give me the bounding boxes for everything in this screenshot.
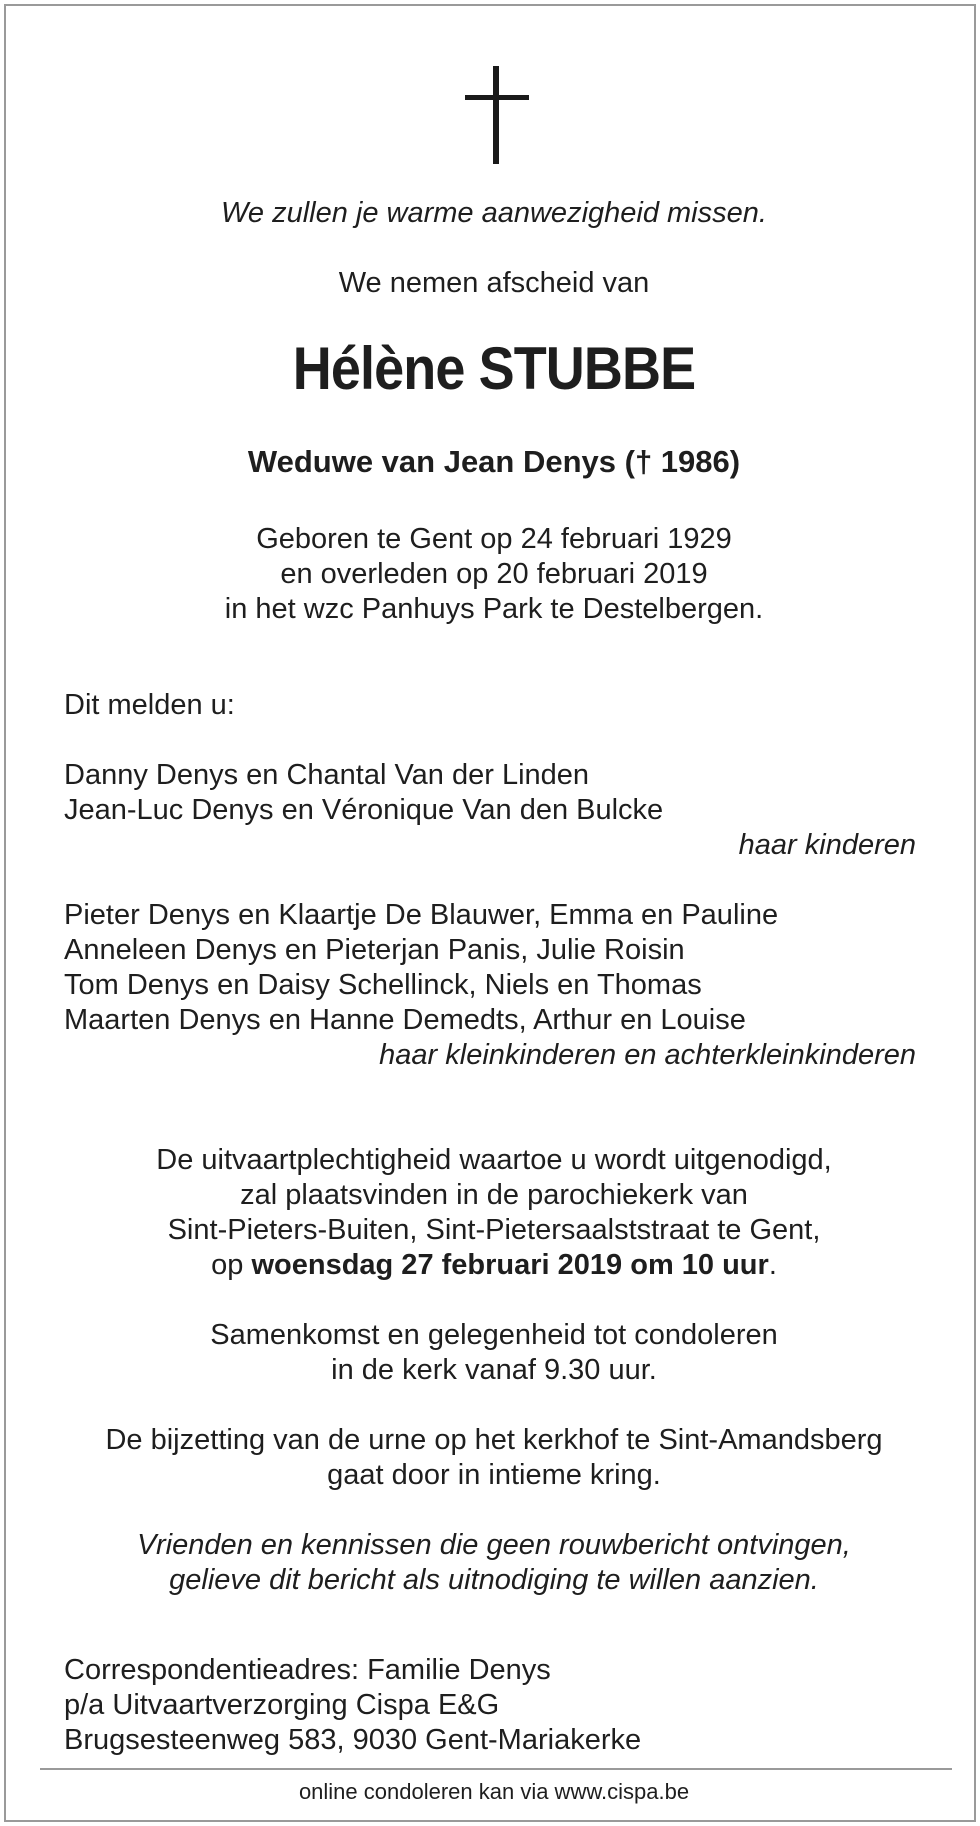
widow-of-line: Weduwe van Jean Denys († 1986) (247, 444, 741, 479)
gathering-line: Samenkomst en gelegenheid tot condoleren (210, 1319, 778, 1351)
farewell-line: We nemen afscheid van (338, 267, 650, 299)
obituary-frame (4, 4, 976, 1822)
announce-intro: Dit melden u: (64, 689, 235, 721)
correspondence-line: p/a Uitvaartverzorging Cispa E&G (64, 1689, 500, 1721)
grandchild-line: Pieter Denys en Klaartje De Blauwer, Emma en Pauline (64, 899, 779, 931)
correspondence-line: Brugsesteenweg 583, 9030 Gent-Mariakerke (64, 1724, 642, 1756)
ceremony-line: Sint-Pieters-Buiten, Sint-Pietersaalststraat te Gent, (167, 1214, 821, 1246)
ceremony-line: De uitvaartplechtigheid waartoe u wordt uitgenodigd, (156, 1144, 832, 1176)
date-prefix: op (211, 1249, 252, 1281)
gathering-line: in de kerk vanaf 9.30 uur. (331, 1354, 657, 1386)
grandchild-line: Anneleen Denys en Pieterjan Panis, Julie Roisin (64, 934, 685, 966)
ceremony-line: zal plaatsvinden in de parochiekerk van (240, 1179, 748, 1211)
birth-line: Geboren te Gent op 24 februari 1929 (256, 523, 732, 555)
death-place-line: in het wzc Panhuys Park te Destelbergen. (224, 593, 764, 625)
grandchild-line: Maarten Denys en Hanne Demedts, Arthur en Louise (64, 1004, 746, 1036)
interment-line: gaat door in intieme kring. (327, 1459, 661, 1491)
date-suffix: . (768, 1249, 777, 1281)
death-line: en overleden op 20 februari 2019 (280, 558, 708, 590)
invitation-note-line: gelieve dit bericht als uitnodiging te willen aanzien. (169, 1564, 819, 1596)
deceased-name: Hélène STUBBE (292, 335, 696, 402)
interment-line: De bijzetting van de urne op het kerkhof te Sint-Amandsberg (105, 1424, 883, 1456)
cross-icon (465, 66, 529, 164)
correspondence-line: Correspondentieadres: Familie Denys (64, 1654, 551, 1686)
footer-divider (40, 1768, 952, 1770)
grandchildren-label: haar kleinkinderen en achterkleinkinderen (379, 1039, 916, 1071)
grandchild-line: Tom Denys en Daisy Schellinck, Niels en Thomas (64, 969, 702, 1001)
motto: We zullen je warme aanwezigheid missen. (221, 197, 767, 229)
child-line: Danny Denys en Chantal Van der Linden (64, 759, 590, 791)
invitation-note-line: Vrienden en kennissen die geen rouwbericht ontvingen, (137, 1529, 851, 1561)
ceremony-date-line (6, 1248, 980, 1283)
footer-condolence-link[interactable]: online condoleren kan via www.cispa.be (298, 1779, 690, 1804)
ceremony-date: woensdag 27 februari 2019 om 10 uur (251, 1249, 769, 1281)
children-label: haar kinderen (738, 829, 916, 861)
child-line: Jean-Luc Denys en Véronique Van den Bulcke (64, 794, 664, 826)
